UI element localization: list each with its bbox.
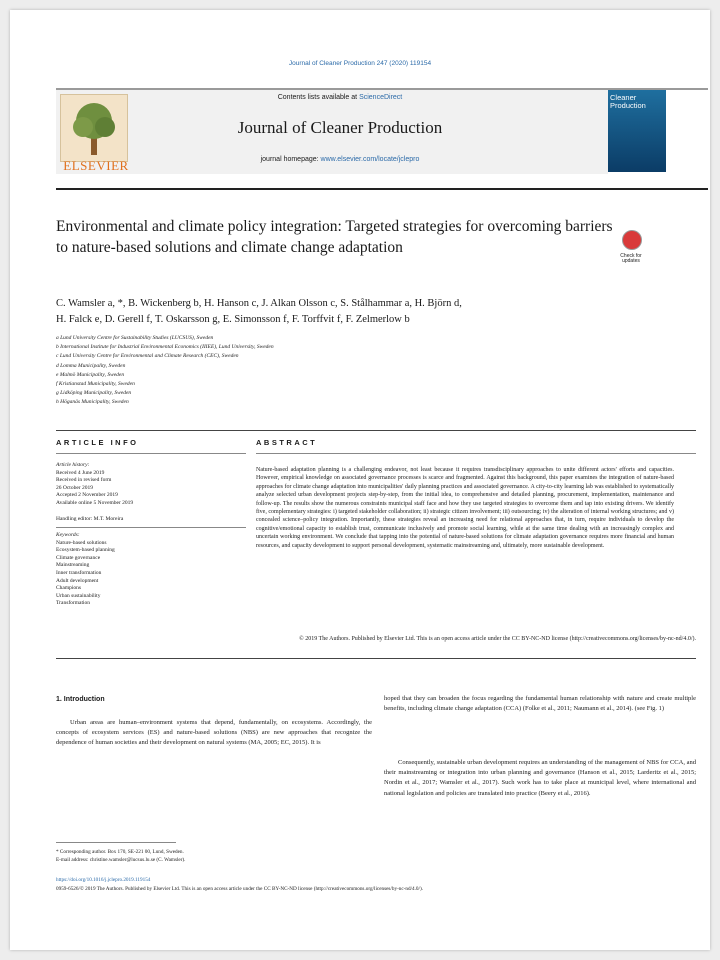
article-page: [10, 10, 710, 950]
intro-paragraph-3: Consequently, sustainable urban development requires an understanding of the management of NBS for CCA, and their mainstreaming or integration into urban planning and governance (Hanson et al., 2015; Larderitz et al., 2015; Nordin et al., 2017; Wamsler et al., 2017). Such work has to take place at municipal level, where international and national legislation and policies are translated into practice (Beery et al., 2016).: [384, 759, 696, 797]
handling-editor: Handling editor: M.T. Moreira: [56, 516, 124, 522]
affiliation-item: d Lomma Municipality, Sweden: [56, 362, 126, 369]
affiliation-item: e Malmö Municipality, Sweden: [56, 371, 125, 378]
editor-rule: [56, 527, 246, 528]
keyword-item: Nature-based solutions: [56, 539, 107, 546]
journal-reference[interactable]: Journal of Cleaner Production 247 (2020) 119154: [288, 60, 432, 67]
homepage-prefix: journal homepage:: [260, 156, 321, 163]
license-line: 0959-6526/© 2019 The Authors. Published by Elsevier Ltd. This is an open access article under the CC BY-NC-ND license (http://creativecommons.org/licenses/by-nc-nd/4.0/).: [56, 886, 423, 892]
keyword-item: Urban sustainability: [56, 592, 101, 599]
homepage-link[interactable]: www.elsevier.com/locate/jclepro: [320, 156, 420, 163]
affiliation-item: f Kristianstad Municipality, Sweden: [56, 381, 135, 388]
abstract-rule: [256, 453, 696, 454]
history-item: Available online 5 November 2019: [56, 499, 134, 506]
affiliation-item: a Lund University Centre for Sustainability Studies (LUCSUS), Sweden: [56, 335, 214, 341]
contents-line: [170, 94, 510, 101]
affiliation-item: h Höganäs Municipality, Sweden: [56, 399, 129, 406]
corresponding-email[interactable]: E-mail address: christine.wamsler@lucsus.lu.se (C. Wamsler).: [56, 857, 186, 863]
homepage-line: [170, 156, 510, 163]
keyword-item: Ecosystem-based planning: [56, 547, 115, 554]
article-history: [56, 462, 254, 508]
keyword-item: Mainstreaming: [56, 562, 90, 569]
check-for-updates-label[interactable]: Check for updates: [620, 253, 642, 264]
keyword-list: [56, 532, 254, 608]
affiliation-item: g Lidköping Municipality, Sweden: [56, 390, 132, 397]
intro-paragraph-1: Urban areas are human–environment systems that depend, fundamentally, on ecosystems. Accordingly, the concepts of ecosystem services (ES) and nature-based solutions (NBS) are new approaches that recognize the dependence of human societies and their development on natural systems (MA, 2005; EC, 2015). It is: [56, 719, 372, 747]
article-title: Environmental and climate policy integration: Targeted strategies for overcoming barriers to nature-based solutions and climate change adaptation: [56, 218, 613, 256]
affiliation-list: [56, 334, 616, 408]
intro-paragraph-2: hoped that they can broaden the focus regarding the fundamental human relationship with nature and create multiple benefits, including climate change adaptation (CCA) (Folke et al., 2011; Naumann et al., 2014). (see Fig. 1): [384, 695, 696, 713]
history-item: Received 4 June 2019: [56, 469, 105, 476]
elsevier-tree-logo-icon: [60, 94, 128, 162]
keywords-label: Keywords:: [56, 532, 80, 538]
abstract-heading: ABSTRACT: [256, 438, 318, 447]
corresponding-author-note: [56, 848, 376, 864]
authors-line-1: C. Wamsler a, *, B. Wickenberg b, H. Hanson c, J. Alkan Olsson c, S. Stålhammar a, H. Björn d,: [56, 298, 462, 309]
abstract-bottom-rule: [56, 658, 696, 659]
keyword-item: Inner transformation: [56, 569, 102, 576]
article-info-rule: [56, 453, 246, 454]
keyword-item: Transformation: [56, 600, 91, 607]
affiliation-item: b International Institute for Industrial Environmental Economics (IIIEE), Lund University, Sweden: [56, 344, 274, 351]
authors-line-2: H. Falck e, D. Gerell f, T. Oskarsson g, E. Simonsson f, F. Torffvit f, F. Zelmerlow b: [56, 314, 410, 325]
contents-prefix: Contents lists available at: [277, 94, 360, 101]
keyword-item: Climate governance: [56, 554, 101, 561]
journal-name: Journal of Cleaner Production: [237, 118, 443, 137]
affiliation-item: c Lund University Centre for Environmental and Climate Research (CEC), Sweden: [56, 353, 239, 360]
history-item: 26 October 2019: [56, 484, 93, 491]
keyword-item: Champions: [56, 585, 82, 592]
introduction-heading: 1. Introduction: [56, 696, 105, 703]
author-list: [56, 296, 666, 328]
keyword-item: Adult development: [56, 577, 99, 584]
info-top-rule: [56, 430, 696, 431]
abstract-copyright: © 2019 The Authors. Published by Elsevier Ltd. This is an open access article under the CC BY-NC-ND license (http://creativecommons.org/licenses/by-nc-nd/4.0/).: [299, 636, 696, 642]
history-item: Accepted 2 November 2019: [56, 492, 118, 499]
sciencedirect-link[interactable]: ScienceDirect: [359, 94, 403, 101]
abstract-text: Nature-based adaptation planning is a challenging endeavor, not least because it requires transdisciplinary approaches to unite different actors' efforts and capacities. However, empirical knowledge on associated governance processes is scarce and fragmented. Against this background, this paper examines the integration of nature-based approaches for climate change adaptation into municipalities' daily planning practices and associated governance. A city-to-city learning lab was established to systematically analyze selected urban development projects step-by-step, from the initial idea, to comprehensive and detailed planning, procurement, implementation, maintenance and follow-up. The results show the numerous constraints municipal staff face and how they use targeted strategies to overcome them and tap into existing drivers. We identify five, complementary strategies: i) targeted stakeholder collaboration; ii) strategic citizen involvement; iii) outsourcing; iv) the alteration of internal working structures; and v) concealed science–policy integration. Importantly, these strategies reveal an increasing need for relational approaches that, in turn, require individuals to develop the cognitive/emotional capacity to establish trust, communicate inclusively and promote social learning, while at the same time dealing with an increasingly complex and uncertain working environment. We conclude that tapping into the potential of nature-based solutions for climate adaptation governance requires more financial and human resources, and capacity development to support personal development, systematic mainstreaming and, ultimately, more sustainable development.: [256, 467, 674, 549]
check-for-updates-icon[interactable]: [622, 230, 642, 250]
doi-link[interactable]: https://doi.org/10.1016/j.jclepro.2019.119154: [56, 877, 151, 883]
footnote-rule: [56, 842, 176, 843]
article-info-heading: ARTICLE INFO: [56, 438, 139, 447]
history-label: Article history:: [56, 462, 90, 468]
journal-cover-title: Cleaner Production: [610, 93, 646, 110]
history-item: Received in revised form: [56, 477, 112, 484]
header-bottom-rule: [56, 188, 708, 190]
corresponding-address: * Corresponding author. Box 170, SE-221 00, Lund, Sweden.: [56, 849, 184, 855]
elsevier-logo: ELSEVIER: [63, 158, 129, 173]
